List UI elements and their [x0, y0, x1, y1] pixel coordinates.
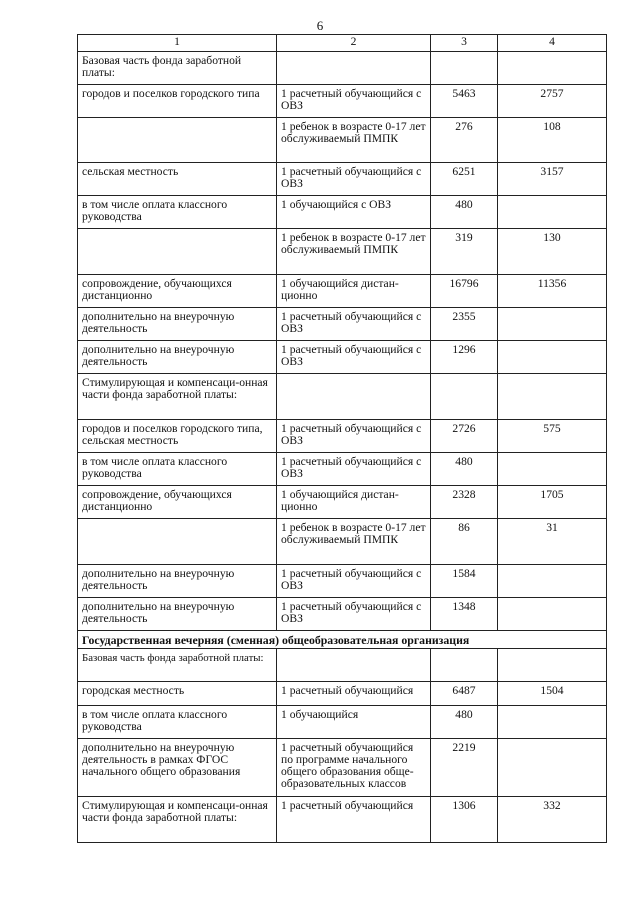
row-label-cell: дополнительно на внеурочную деятельность [78, 565, 277, 598]
section-title: Государственная вечерняя (сменная) общеобразовательная организация [78, 631, 607, 649]
row-label-cell: городов и поселков городского типа, сельская местность [78, 420, 277, 453]
table-header-row [78, 35, 607, 52]
norm-value-cell: 6251 [431, 163, 498, 196]
unit-cell: 1 обучающийся дистан-ционно [277, 275, 431, 308]
norm-value-2-cell: 31 [498, 519, 607, 565]
unit-cell: 1 ребенок в возрасте 0-17 лет обслуживаемый ПМПК [277, 118, 431, 163]
row-label-cell [78, 519, 277, 565]
row-label-cell: Стимулирующая и компенсаци-онная части фонда заработной платы: [78, 374, 277, 420]
unit-cell: 1 ребенок в возрасте 0-17 лет обслуживаемый ПМПК [277, 519, 431, 565]
row-label-cell: Базовая часть фонда заработной платы: [78, 649, 277, 682]
norm-value-cell [431, 374, 498, 420]
row-label-cell: в том числе оплата классного руководства [78, 706, 277, 739]
table-row [78, 739, 607, 797]
table-row [78, 453, 607, 486]
norm-value-2-cell [498, 196, 607, 229]
row-label-cell: Стимулирующая и компенсаци-онная части фонда заработной платы: [78, 797, 277, 843]
table-row [78, 52, 607, 85]
row-label-cell [78, 229, 277, 275]
unit-cell [277, 374, 431, 420]
header-cell: 2 [277, 35, 431, 52]
row-label-cell: городов и поселков городского типа [78, 85, 277, 118]
table-row [78, 275, 607, 308]
row-label-cell [78, 118, 277, 163]
table-row [78, 196, 607, 229]
table-row [78, 486, 607, 519]
header-cell: 4 [498, 35, 607, 52]
norm-value-cell: 480 [431, 453, 498, 486]
norm-value-2-cell: 130 [498, 229, 607, 275]
unit-cell: 1 расчетный обучающийся с ОВЗ [277, 453, 431, 486]
table-row [78, 308, 607, 341]
norm-value-2-cell [498, 374, 607, 420]
table-row [78, 649, 607, 682]
header-cell: 1 [78, 35, 277, 52]
row-label-cell: дополнительно на внеурочную деятельность [78, 308, 277, 341]
norm-value-cell: 2328 [431, 486, 498, 519]
unit-cell: 1 ребенок в возрасте 0-17 лет обслуживаемый ПМПК [277, 229, 431, 275]
table-row [78, 163, 607, 196]
unit-cell: 1 расчетный обучающийся по программе начального общего образования обще-образовательных классов [277, 739, 431, 797]
norm-value-2-cell [498, 706, 607, 739]
table-row [78, 420, 607, 453]
table-row [78, 519, 607, 565]
unit-cell: 1 расчетный обучающийся с ОВЗ [277, 163, 431, 196]
norm-value-cell: 86 [431, 519, 498, 565]
row-label-cell: сопровождение, обучающихся дистанционно [78, 486, 277, 519]
norm-value-2-cell [498, 649, 607, 682]
table-row [78, 374, 607, 420]
norm-value-2-cell [498, 598, 607, 631]
unit-cell: 1 расчетный обучающийся [277, 682, 431, 706]
table-row [78, 565, 607, 598]
norm-value-2-cell: 1705 [498, 486, 607, 519]
norm-value-2-cell: 2757 [498, 85, 607, 118]
funding-norms-table [77, 34, 607, 843]
row-label-cell: сельская местность [78, 163, 277, 196]
norm-value-cell: 16796 [431, 275, 498, 308]
page-number: 6 [316, 18, 324, 33]
norm-value-2-cell: 3157 [498, 163, 607, 196]
unit-cell: 1 обучающийся с ОВЗ [277, 196, 431, 229]
table-row [78, 706, 607, 739]
norm-value-2-cell: 1504 [498, 682, 607, 706]
norm-value-2-cell [498, 453, 607, 486]
norm-value-cell: 1306 [431, 797, 498, 843]
unit-cell: 1 расчетный обучающийся с ОВЗ [277, 420, 431, 453]
norm-value-2-cell: 332 [498, 797, 607, 843]
norm-value-2-cell [498, 308, 607, 341]
norm-value-2-cell [498, 739, 607, 797]
row-label-cell: дополнительно на внеурочную деятельность в рамках ФГОС начального общего образования [78, 739, 277, 797]
table-row [78, 682, 607, 706]
norm-value-cell: 276 [431, 118, 498, 163]
unit-cell [277, 649, 431, 682]
norm-value-cell: 319 [431, 229, 498, 275]
norm-value-cell: 1296 [431, 341, 498, 374]
header-cell: 3 [431, 35, 498, 52]
unit-cell: 1 расчетный обучающийся с ОВЗ [277, 308, 431, 341]
norm-value-cell: 5463 [431, 85, 498, 118]
norm-value-cell: 2219 [431, 739, 498, 797]
unit-cell: 1 расчетный обучающийся с ОВЗ [277, 85, 431, 118]
unit-cell: 1 обучающийся [277, 706, 431, 739]
row-label-cell: дополнительно на внеурочную деятельность [78, 341, 277, 374]
norm-value-2-cell: 108 [498, 118, 607, 163]
norm-value-cell: 480 [431, 196, 498, 229]
section-heading-row [78, 631, 607, 649]
row-label-cell: городская местность [78, 682, 277, 706]
norm-value-cell: 1348 [431, 598, 498, 631]
norm-value-cell: 1584 [431, 565, 498, 598]
norm-value-cell [431, 52, 498, 85]
row-label-cell: в том числе оплата классного руководства [78, 453, 277, 486]
norm-value-cell: 6487 [431, 682, 498, 706]
norm-value-cell [431, 649, 498, 682]
unit-cell: 1 обучающийся дистан-ционно [277, 486, 431, 519]
row-label-cell: дополнительно на внеурочную деятельность [78, 598, 277, 631]
norm-value-2-cell [498, 565, 607, 598]
table-row [78, 118, 607, 163]
norm-value-cell: 2726 [431, 420, 498, 453]
table-row [78, 85, 607, 118]
unit-cell: 1 расчетный обучающийся с ОВЗ [277, 598, 431, 631]
norm-value-cell: 2355 [431, 308, 498, 341]
norm-value-2-cell: 575 [498, 420, 607, 453]
unit-cell: 1 расчетный обучающийся с ОВЗ [277, 565, 431, 598]
norm-value-2-cell [498, 52, 607, 85]
table-row [78, 229, 607, 275]
table-row [78, 598, 607, 631]
table-row [78, 341, 607, 374]
norm-value-2-cell [498, 341, 607, 374]
row-label-cell: Базовая часть фонда заработной платы: [78, 52, 277, 85]
table-row [78, 797, 607, 843]
norm-value-cell: 480 [431, 706, 498, 739]
unit-cell: 1 расчетный обучающийся [277, 797, 431, 843]
unit-cell: 1 расчетный обучающийся с ОВЗ [277, 341, 431, 374]
norm-value-2-cell: 11356 [498, 275, 607, 308]
unit-cell [277, 52, 431, 85]
row-label-cell: сопровождение, обучающихся дистанционно [78, 275, 277, 308]
row-label-cell: в том числе оплата классного руководства [78, 196, 277, 229]
